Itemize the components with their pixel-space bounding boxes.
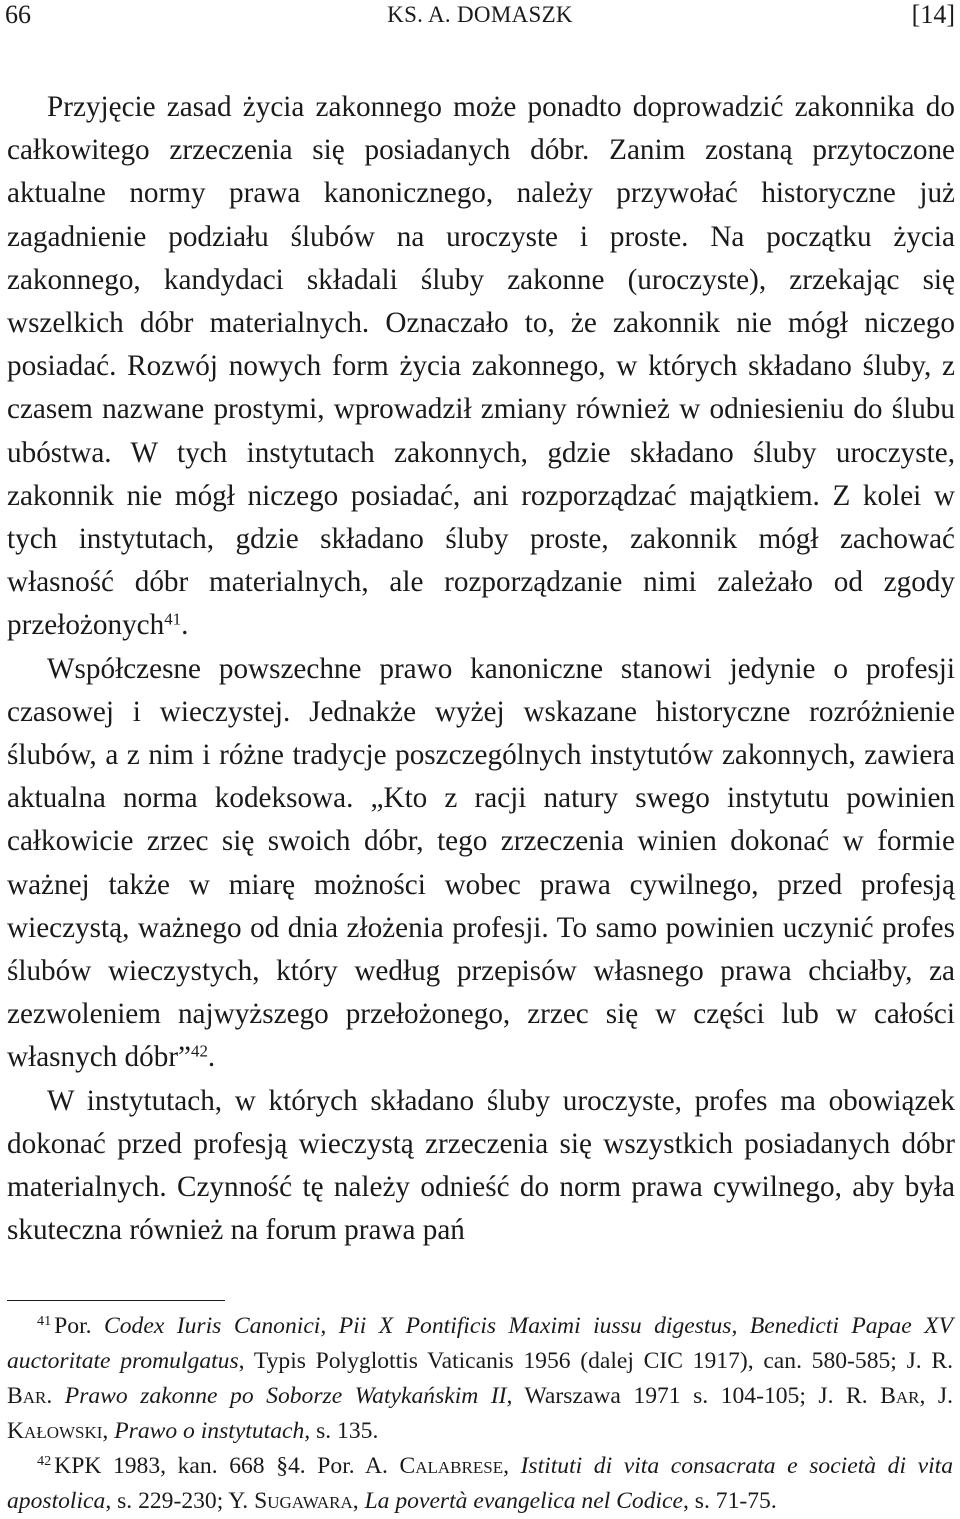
paragraph-text: Współczesne powszechne prawo kanoniczne stanowi jedynie o profesji czasowej i wieczystej. Jednakże wyżej wskazane historyczne rozróżnienie ślubów, a z nim i różne tradycje poszczególnych instytutów zakonnych, zawiera aktualna norma kodeksowa. „Kto z racji natury swego instytutu powinien całkowicie zrzec się swoich dóbr, tego zrzeczenia winien dokonać w formie ważnej także w miarę możności wobec prawa cywilnego, przed profesją wieczystą, ważnego od dnia złożenia profesji. To samo powinien uczynić profes ślubów wieczystych, który według przepisów własnego prawa chciałby, za zezwoleniem najwyższego przełożonego, zrzec się w części lub w całości własnych dóbr”	[7, 652, 955, 1074]
footnotes	[7, 1309, 953, 1519]
footnote-number: 42	[37, 1452, 52, 1469]
footnote-text: KPK 1983, kan. 668 §4. Por. A.	[54, 1453, 400, 1479]
paragraph-3	[7, 1080, 955, 1253]
paragraph-end: .	[181, 609, 189, 642]
footnote-separator	[7, 1300, 225, 1301]
footnote-text: Warszawa 1971 s. 104-105; J. R.	[512, 1383, 881, 1409]
footnote-title: Codex Iuris Canonici, Pii X Pontificis Maximi iussu digestus, Benedicti Papae XV auctoritate promulgatus	[7, 1313, 953, 1374]
page-number: 66	[5, 0, 31, 29]
paragraph-text: Przyjęcie zasad życia zakonnego może ponadto doprowadzić zakonnika do całkowitego zrzeczenia się posiadanych dóbr. Zanim zostaną przytoczone aktualne normy prawa kanonicznego, należy przywołać historyczne już zagadnienie podziału ślubów na uroczyste i proste. Na początku życia zakonnego, kandydaci składali śluby zakonne (uroczyste), zrzekając się wszelkich dóbr materialnych. Oznaczało to, że zakonnik nie mógł niczego posiadać. Rozwój nowych form życia zakonnego, w których składano śluby, z czasem nazwane prostymi, wprowadził zmiany również w odniesieniu do ślubu ubóstwa. W tych instytutach zakonnych, gdzie składano śluby uroczyste, zakonnik nie mógł niczego posiadać, ani rozporządzać majątkiem. Z kolei w tych instytutach, gdzie składano śluby proste, zakonnik mógł zachować własność dóbr materialnych, ale rozporządzanie nimi zależało od zgody przełożonych	[7, 91, 955, 642]
footnote-text: , s. 229-230; Y.	[105, 1488, 255, 1514]
footnote-title: La povertà evangelica nel Codice	[364, 1488, 683, 1514]
footnote-text: , s. 71-75.	[683, 1488, 777, 1514]
footnote-42	[7, 1449, 953, 1519]
paragraph-2	[7, 648, 955, 1080]
footnote-author: Calabrese	[399, 1453, 504, 1479]
footnote-number: 41	[37, 1312, 52, 1329]
footnote-reference-42[interactable]: 42	[191, 1042, 208, 1062]
footnote-text: .	[46, 1383, 65, 1409]
footnote-text: Por.	[54, 1313, 105, 1339]
footnote-text: , Typis Polyglottis Vaticanis 1956 (dalej CIC 1917), can. 580-585; J. R.	[238, 1348, 953, 1374]
footnote-41	[7, 1309, 953, 1449]
footnote-author: Bar	[880, 1383, 920, 1409]
footnote-text: ,	[352, 1488, 365, 1514]
footnote-title: Prawo zakonne po Soborze Watykańskim II,	[64, 1383, 513, 1409]
paragraph-1	[7, 86, 955, 648]
paragraph-text: W instytutach, w których składano śluby uroczyste, profes ma obowiązek dokonać przed profesją wieczystą zrzeczenia się wszystkich posiadanych dóbr materialnych. Czynność tę należy odnieść do norm prawa cywilnego, aby była skuteczna również na forum prawa pań	[7, 1084, 955, 1247]
footnote-text: ,	[503, 1453, 521, 1479]
running-title: KS. A. DOMASZK	[387, 2, 573, 27]
footnote-author: Bar	[7, 1383, 47, 1409]
running-header	[5, 0, 955, 36]
footnote-title: Prawo o instytutach,	[114, 1418, 311, 1444]
footnote-title: Istituti di vita consacrata e società di vita apostolica	[7, 1453, 953, 1514]
footnote-reference-41[interactable]: 41	[164, 610, 182, 630]
footnote-text: s. 135.	[310, 1418, 379, 1444]
main-text	[7, 86, 955, 1252]
paragraph-end: .	[207, 1041, 216, 1074]
footnote-author: Kałowski	[7, 1418, 103, 1444]
section-number: [14]	[911, 0, 955, 29]
footnote-text: ,	[102, 1418, 115, 1444]
footnote-author: Sugawara	[254, 1488, 353, 1514]
footnote-text: , J.	[919, 1383, 954, 1409]
